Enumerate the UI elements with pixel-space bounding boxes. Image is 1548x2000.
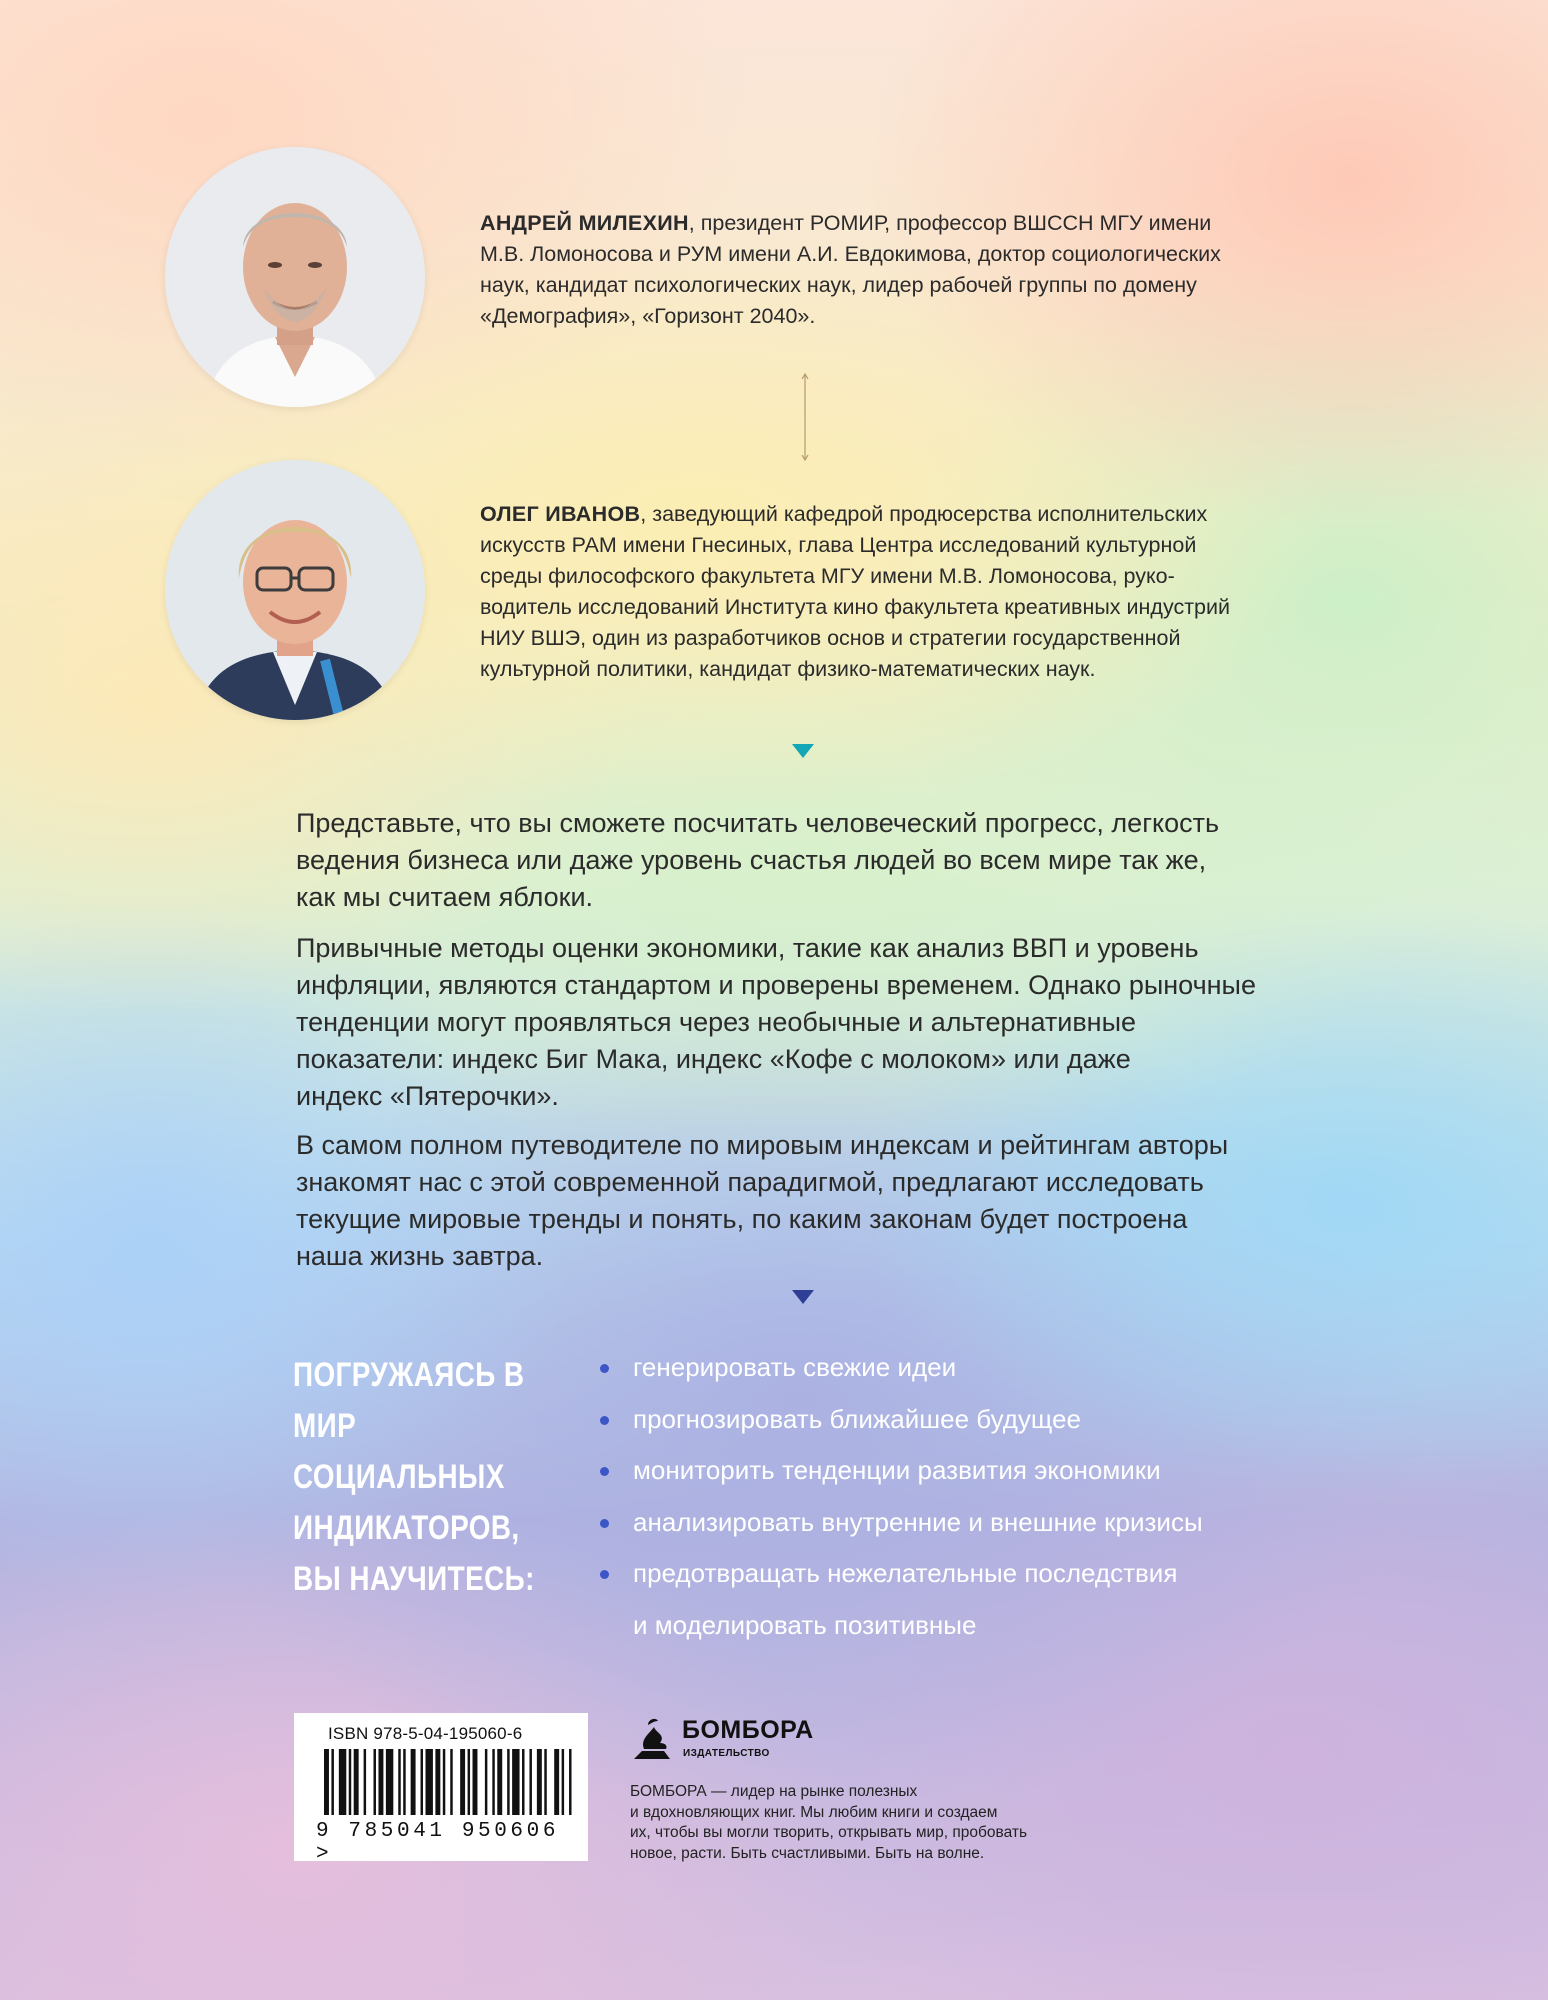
barcode-bar — [485, 1749, 487, 1815]
barcode-bar — [386, 1749, 393, 1815]
person-portrait-icon — [165, 460, 425, 720]
barcode-bar — [473, 1749, 478, 1815]
barcode-bar — [512, 1749, 519, 1815]
barcode-bar — [522, 1749, 524, 1815]
isbn-barcode — [294, 1713, 588, 1866]
list-item: анализировать внутренние и внешние кризисы — [595, 1497, 1203, 1549]
author-name: ОЛЕГ ИВАНОВ — [480, 502, 641, 526]
barcode-bar — [460, 1749, 465, 1815]
section-marker-triangle-icon — [792, 1290, 814, 1304]
barcode-bar — [364, 1749, 366, 1815]
barcode-bar — [425, 1749, 432, 1815]
ean-digits: 9 785041 950606 > — [316, 1820, 560, 1866]
publisher-subtitle: ИЗДАТЕЛЬСТВО — [683, 1748, 770, 1759]
barcode-bar — [421, 1749, 423, 1815]
barcode-bar — [507, 1749, 509, 1815]
barcode-bar — [435, 1749, 440, 1815]
barcode-icon — [324, 1749, 574, 1831]
barcode-bar — [354, 1749, 359, 1815]
author-portrait-ivanov — [165, 460, 425, 720]
author-bio-ivanov: ОЛЕГ ИВАНОВ, заведующий кафедрой продюсерства исполнительских искусств РАМ имени Гнесиных, глава Центра исследований культурной среды философского факультета МГУ имени М.В. Ломоносова, руко- водитель исследований Института кино факультета креативных индустрий НИУ ВШЭ, один из разработчиков основ и стратегии государственной культурной политики, кандидат физико-математических наук. — [480, 502, 1231, 681]
list-item: генерировать свежие идеи — [595, 1342, 1203, 1394]
author-connector-divider — [801, 372, 809, 462]
barcode-bar — [324, 1749, 329, 1815]
person-portrait-icon — [165, 147, 425, 407]
description-paragraph: В самом полном путеводителе по мировым индексам и рейтингам авторы знакомят нас с этой современной парадигмой, предлагают исследовать текущие мировые тренды и понять, по каким законам будет построена наша жизнь завтра. — [296, 1130, 1229, 1271]
barcode-bar — [403, 1749, 405, 1815]
barcode-bar — [562, 1749, 564, 1815]
barcode-bar — [492, 1749, 494, 1815]
isbn-label: ISBN 978-5-04-195060-6 — [328, 1724, 523, 1743]
bullet-dot-icon — [600, 1570, 609, 1579]
bullet-dot-icon — [600, 1519, 609, 1528]
barcode-bar — [374, 1749, 376, 1815]
description-paragraph: Представьте, что вы сможете посчитать человеческий прогресс, легкость ведения бизнеса или даже уровень счастья людей во всем мире так же, как мы считаем яблоки. — [296, 808, 1220, 912]
publisher-name: БОМБОРА — [682, 1716, 814, 1744]
skills-list — [595, 1342, 1203, 1651]
author-bio-milekhin: АНДРЕЙ МИЛЕХИН, президент РОМИР, профессор ВШССН МГУ имени М.В. Ломоносова и РУМ имени А.И. Евдокимова, доктор социологических наук, кандидат психологических наук, лидер рабочей группы по домену «Демография», «Горизонт 2040». — [480, 211, 1221, 328]
barcode-bar — [544, 1749, 546, 1815]
barcode-bar — [443, 1749, 445, 1815]
description-paragraph: Привычные методы оценки экономики, такие как анализ ВВП и уровень инфляции, являются стандартом и проверены временем. Однако рыночные тенденции могут проявляться через необычные и альтернативные показатели: индекс Биг Мака, индекс «Кофе с молоком» или даже индекс «Пятерочки». — [296, 933, 1256, 1111]
section-marker-triangle-icon — [792, 744, 814, 758]
bullet-dot-icon — [600, 1364, 609, 1373]
barcode-bar — [339, 1749, 346, 1815]
author-portrait-milekhin — [165, 147, 425, 407]
publisher-description: БОМБОРА — лидер на рынке полезных и вдохновляющих книг. Мы любим книги и создаем их, чтобы вы могли творить, открывать мир, пробовать новое, расти. Быть счастливыми. Быть на волне. — [630, 1783, 1028, 1862]
barcode-bar — [450, 1749, 452, 1815]
bullet-dot-icon — [600, 1416, 609, 1425]
list-item-continuation: и моделировать позитивные — [633, 1609, 977, 1640]
learn-heading: ПОГРУЖАЯСЬ В МИР СОЦИАЛЬНЫХ ИНДИКАТОРОВ, ВЫ НАУЧИТЕСЬ: — [293, 1356, 535, 1598]
barcode-bar — [331, 1749, 333, 1815]
list-item: прогнозировать ближайшее будущее — [595, 1394, 1203, 1446]
barcode-bar — [569, 1749, 571, 1815]
barcode-bar — [554, 1749, 559, 1815]
bullet-dot-icon — [600, 1467, 609, 1476]
barcode-bar — [378, 1749, 383, 1815]
barcode-bar — [497, 1749, 502, 1815]
barcode-bar — [537, 1749, 542, 1815]
list-item: предотвращать нежелательные последствия — [595, 1548, 1203, 1600]
barcode-bar — [411, 1749, 416, 1815]
barcode-bar — [349, 1749, 351, 1815]
barcode-bar — [468, 1749, 470, 1815]
barcode-bar — [398, 1749, 400, 1815]
barcode-bar — [529, 1749, 531, 1815]
author-name: АНДРЕЙ МИЛЕХИН — [480, 211, 689, 235]
list-item: мониторить тенденции развития экономики — [595, 1445, 1203, 1497]
